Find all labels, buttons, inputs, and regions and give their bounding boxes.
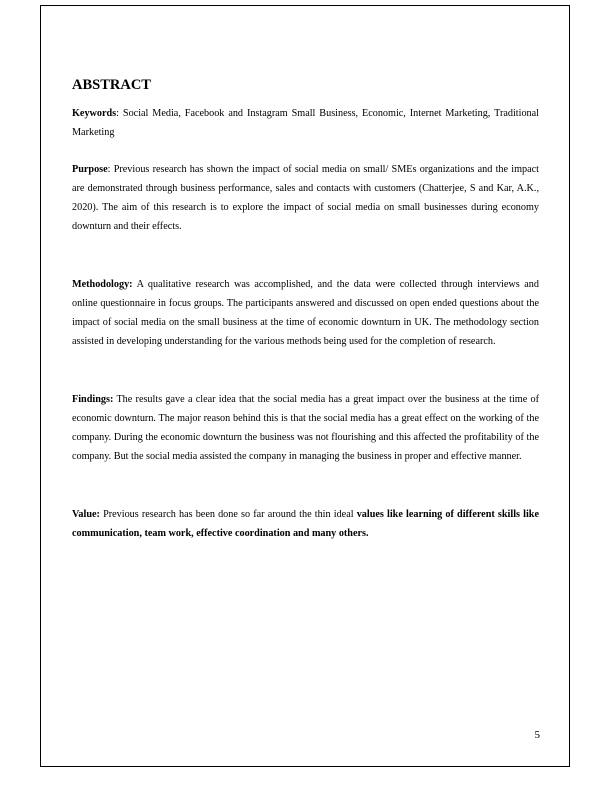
value-text: Previous research has been done so far around the thin ideal [99,509,357,520]
purpose-text: : Previous research has shown the impact of social media on small/ SMEs organizations and the impact are demonstrated through business performance, sales and contacts with customers (Chatterjee, S and Kar, A.K., 2020). The aim of this research is to explore the impact of social media on small businesses during economy downturn and their effects. [72,164,539,232]
value-bold-text: values like learning of different skills like communication, team work, effective coordination and many others. [72,509,539,539]
purpose-label: Purpose [72,164,108,175]
abstract-section [72,76,539,543]
value-label: Value: [72,509,100,520]
keywords-text: : Social Media, Facebook and Instagram Small Business, Economic, Internet Marketing, Traditional Marketing [72,108,539,138]
keywords-label: Keywords [72,108,117,119]
findings-label: Findings: [72,394,114,405]
findings-text: The results gave a clear idea that the social media has a great impact over the business at the time of economic downturn. The major reason behind this is that the social media has a great effect on the working of the company. During the economic downturn the business was not flourishing and this affected the profitability of the company. But the social media assisted the company in managing the business in proper and effective manner. [72,394,539,462]
page-number: 5 [534,729,540,741]
methodology-paragraph [72,275,539,351]
methodology-label: Methodology: [72,279,133,290]
methodology-text: A qualitative research was accomplished, and the data were collected through interviews and online questionnaire in focus groups. The participants answered and discussed on open ended questions about the impact of social media on the small business at the time of economic downturn in UK. The methodology section assisted in developing understanding for the various methods being used for the completion of research. [72,279,539,347]
purpose-paragraph [72,160,539,236]
keywords-paragraph [72,104,539,142]
abstract-title: ABSTRACT [72,77,151,93]
value-paragraph [72,505,539,543]
findings-paragraph [72,390,539,466]
